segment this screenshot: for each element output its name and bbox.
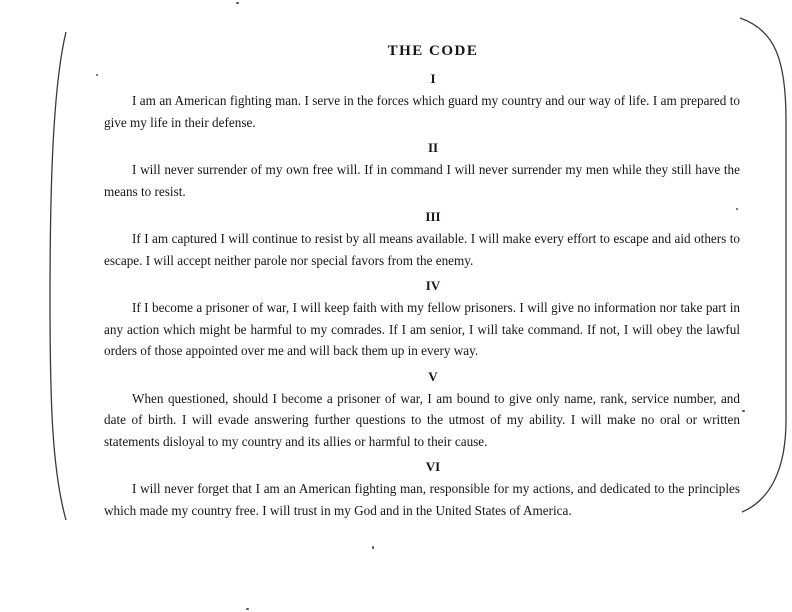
article-1 (104, 68, 740, 133)
document-title: THE CODE (387, 43, 479, 59)
article-numeral: III (425, 209, 441, 224)
scan-speck (236, 2, 239, 4)
code-of-conduct-document (104, 38, 740, 525)
article-numeral: IV (425, 278, 441, 293)
article-3 (104, 206, 740, 271)
right-border-curve (740, 18, 786, 512)
article-6 (104, 456, 740, 521)
scan-speck (246, 608, 249, 610)
article-text: I am an American fighting man. I serve in the forces which guard my country and our way of life. I am prepared to give my life in their defense. (104, 93, 740, 130)
article-numeral: VI (425, 459, 441, 474)
scan-speck (742, 410, 745, 412)
scan-speck (372, 546, 374, 549)
article-text: If I am captured I will continue to resist by all means available. I will make every effort to escape and aid others to escape. I will accept neither parole nor special favors from the enemy. (104, 231, 740, 268)
article-2 (104, 137, 740, 202)
left-border-curve (50, 32, 66, 520)
article-numeral: V (428, 368, 438, 384)
article-text: I will never surrender of my own free will. If in command I will never surrender my men while they still have the means to resist. (104, 162, 740, 199)
article-5 (104, 366, 740, 453)
scan-speck (96, 74, 98, 76)
article-numeral: II (427, 140, 439, 155)
article-text: When questioned, should I become a prisoner of war, I am bound to give only name, rank, service number, and date of birth. I will evade answering further questions to the utmost of my ability. I will make no oral or written statements disloyal to my country and its allies or harmful to their cause. (104, 390, 740, 449)
article-4 (104, 275, 740, 362)
article-text: If I become a prisoner of war, I will keep faith with my fellow prisoners. I will give no information nor take part in any action which might be harmful to my comrades. If I am senior, I will take command. If not, I will obey the lawful orders of those appointed over me and will back them up in every way. (104, 300, 740, 358)
article-numeral: I (430, 71, 436, 86)
article-text: I will never forget that I am an American fighting man, responsible for my actions, and dedicated to the principles which made my country free. I will trust in my God and in the United States of America. (104, 481, 740, 518)
